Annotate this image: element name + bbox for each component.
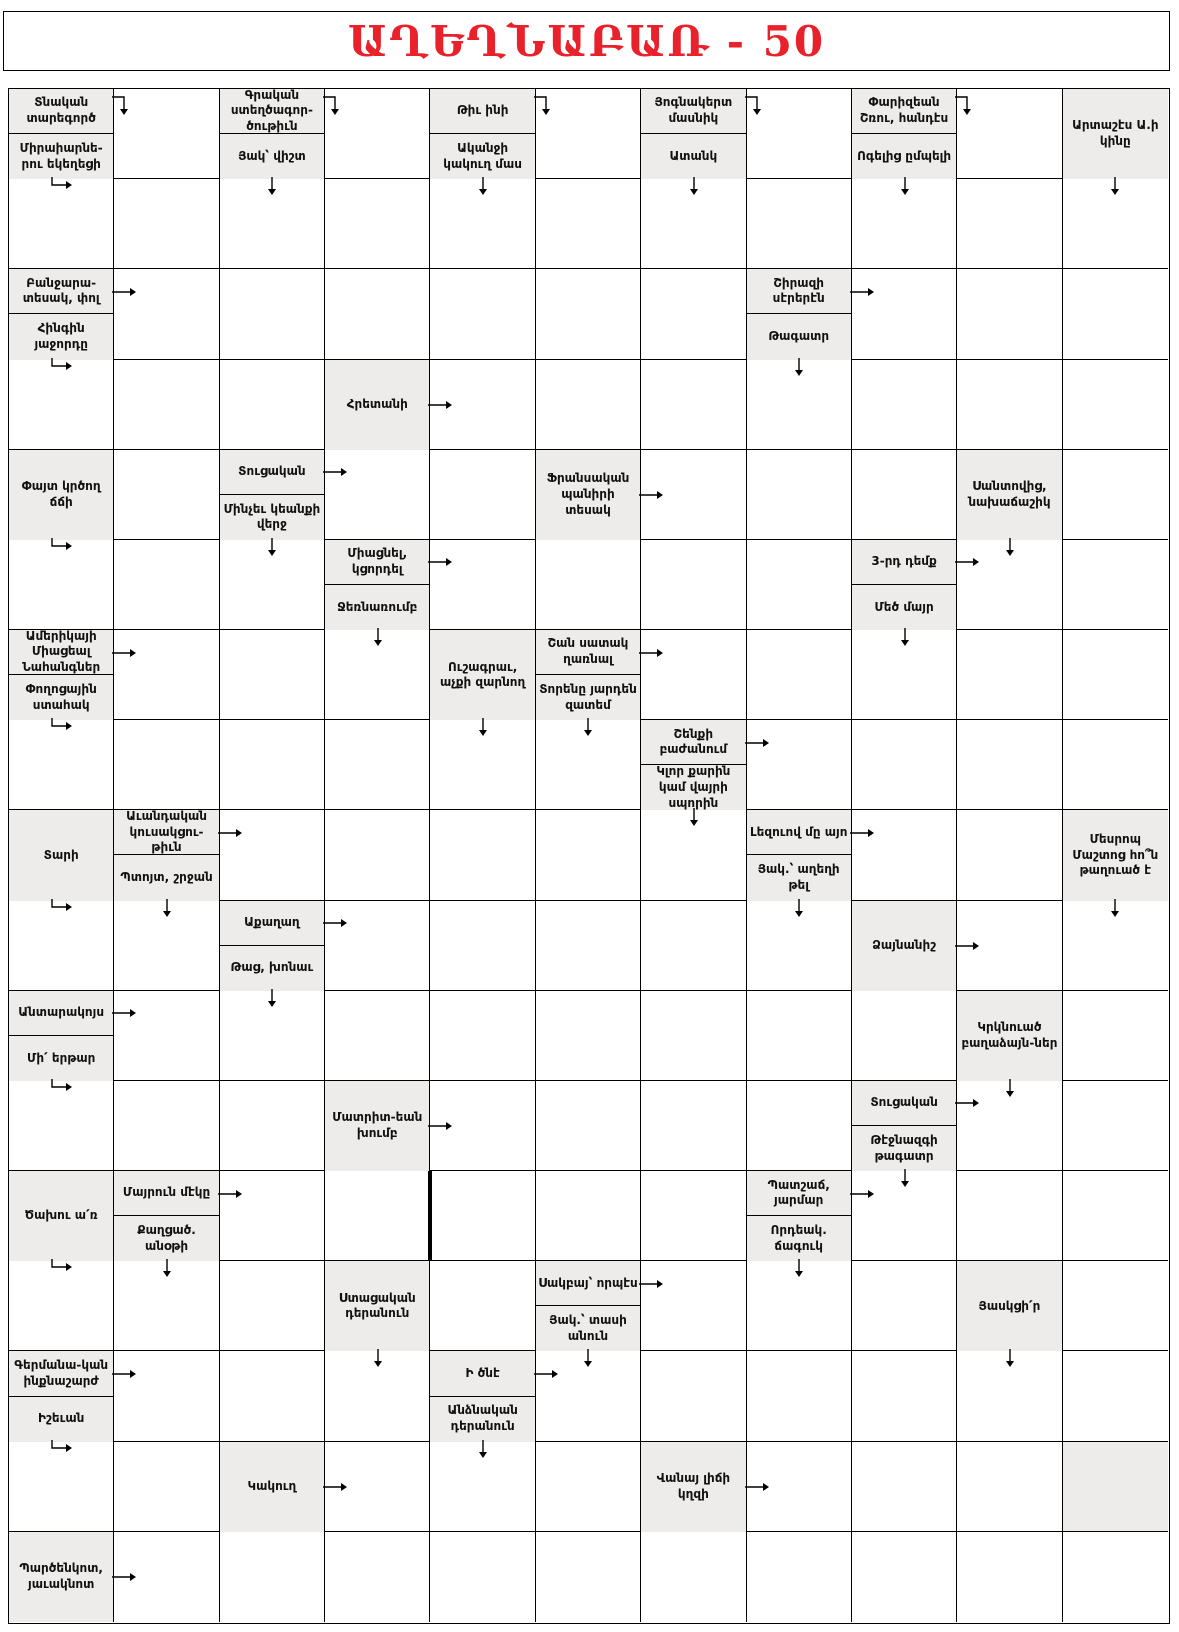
clue-cell: [641, 1442, 746, 1532]
answer-cell[interactable]: [114, 1081, 219, 1171]
arrow-right-icon: [955, 931, 985, 961]
clue-text: Թիւ ինի: [430, 89, 534, 134]
clue-text: Ոգելից ըմպելի: [852, 134, 956, 179]
arrow-right-icon: [428, 1111, 458, 1141]
arrow-down-icon: [468, 718, 498, 748]
answer-cell[interactable]: [957, 360, 1062, 450]
clue-cell: [114, 810, 219, 900]
clue-cell: [1063, 89, 1168, 179]
answer-cell[interactable]: [1063, 1532, 1168, 1622]
answer-cell[interactable]: [536, 1442, 641, 1532]
answer-cell[interactable]: [220, 360, 325, 450]
clue-text: Տնական տարեգործ: [9, 89, 113, 134]
answer-cell[interactable]: [852, 991, 957, 1081]
answer-cell[interactable]: [114, 179, 219, 269]
arrow-down-icon: [152, 899, 182, 929]
clue-text: Մինչեւ կեանքի վերջ: [220, 495, 324, 540]
answer-cell[interactable]: [852, 1351, 957, 1441]
clue-text: Յակ՝ վիշտ: [220, 134, 324, 179]
clue-text: Ամերիկայի Միացեալ Նահանգներ: [9, 630, 113, 675]
arrow-right-icon: [745, 728, 775, 758]
clue-text: Աքաղաղ: [220, 901, 324, 946]
answer-cell[interactable]: [1063, 1171, 1168, 1261]
arrow-right-icon: [850, 277, 880, 307]
clue-text: Կրկնուած բաղաձայն-ներ: [957, 991, 1061, 1081]
clue-cell: [9, 269, 114, 359]
clue-cell: [957, 450, 1062, 540]
clue-text: Յակ.՝ տասի անուն: [536, 1306, 640, 1351]
clue-text: Ի ծնէ: [430, 1351, 534, 1396]
clue-text: Կլոր քարին կամ վայրի սպորին: [641, 765, 745, 810]
arrow-right-icon: [323, 908, 353, 938]
clue-cell: [325, 1261, 430, 1351]
clue-text: Գրական ստեղծագոր-ծութիւն: [220, 89, 324, 134]
clue-text: Որդեակ. ճագուկ: [747, 1216, 851, 1261]
clue-text: Յոգնակերտ մասնիկ: [641, 89, 745, 134]
answer-cell[interactable]: [536, 1171, 641, 1261]
clue-cell: [852, 901, 957, 991]
word-separator-bar: [428, 1171, 432, 1261]
arrow-down-icon: [573, 718, 603, 748]
answer-cell[interactable]: [957, 630, 1062, 720]
puzzle-title: ԱՂԵՂՆԱԲԱՌ - 50: [347, 16, 826, 66]
answer-cell[interactable]: [430, 901, 535, 991]
answer-cell[interactable]: [641, 1081, 746, 1171]
arrow-down-right-icon: [48, 358, 78, 388]
answer-cell[interactable]: [325, 1171, 430, 1261]
arrow-down-icon: [995, 538, 1025, 568]
clue-text: Մատրիտ-եան խումբ: [325, 1081, 429, 1171]
arrow-right-down-icon: [323, 93, 353, 123]
shaded-block: [1063, 1442, 1168, 1531]
clue-text: Տորենը յարդեն զատեմ: [536, 675, 640, 720]
answer-cell[interactable]: [747, 1081, 852, 1171]
answer-cell[interactable]: [641, 1351, 746, 1441]
answer-cell[interactable]: [536, 1532, 641, 1622]
clue-text: Միրաիարնե-րու եկեղեցի: [9, 134, 113, 179]
arrow-down-icon: [468, 177, 498, 207]
clue-text: Փայտ կրծող ճճի: [9, 450, 113, 540]
clue-cell: [1063, 1442, 1168, 1532]
arrow-down-right-icon: [48, 1259, 78, 1289]
clue-text: Փարիզեան Շռու, հանդէս: [852, 89, 956, 134]
answer-cell[interactable]: [641, 991, 746, 1081]
arrow-right-down-icon: [112, 93, 142, 123]
arrow-down-right-icon: [48, 1079, 78, 1109]
clue-cell: [957, 991, 1062, 1081]
clue-cell: [957, 1261, 1062, 1351]
clue-cell: [536, 1261, 641, 1351]
clue-text: Ուշագրաւ, աչքի զարնող: [430, 630, 534, 720]
answer-cell[interactable]: [114, 540, 219, 630]
clue-cell: [641, 89, 746, 179]
answer-cell[interactable]: [957, 1171, 1062, 1261]
arrow-down-icon: [995, 1349, 1025, 1379]
clue-text: Արտաշէս Ա.ի կինը: [1063, 89, 1168, 179]
answer-cell[interactable]: [747, 991, 852, 1081]
clue-text: Ստացական դերանուն: [325, 1261, 429, 1351]
clue-text: Յասկցի՛ր: [957, 1261, 1061, 1351]
answer-cell[interactable]: [852, 1261, 957, 1351]
clue-cell: [9, 810, 114, 900]
answer-cell[interactable]: [536, 810, 641, 900]
clue-cell: [430, 1351, 535, 1441]
clue-text: Միացնել, կցորդել: [325, 540, 429, 585]
arrow-right-icon: [112, 998, 142, 1028]
answer-cell[interactable]: [747, 540, 852, 630]
answer-cell[interactable]: [852, 1532, 957, 1622]
arrow-down-icon: [1100, 899, 1130, 929]
clue-cell: [220, 1442, 325, 1532]
answer-cell[interactable]: [536, 540, 641, 630]
clue-cell: [852, 89, 957, 179]
arrow-right-icon: [112, 1359, 142, 1389]
answer-cell[interactable]: [747, 1351, 852, 1441]
arrow-right-icon: [218, 818, 248, 848]
answer-cell[interactable]: [430, 450, 535, 540]
clue-text: Մեսրոպ Մաշտոց հո՞ն թաղուած է: [1063, 810, 1168, 900]
arrow-right-icon: [955, 1088, 985, 1118]
answer-cell[interactable]: [747, 630, 852, 720]
answer-cell[interactable]: [430, 1261, 535, 1351]
clue-cell: [9, 1532, 114, 1622]
arrow-right-icon: [850, 1179, 880, 1209]
answer-cell[interactable]: [957, 1532, 1062, 1622]
arrow-right-icon: [428, 390, 458, 420]
arrow-down-icon: [995, 1079, 1025, 1109]
arrow-right-icon: [112, 638, 142, 668]
answer-cell[interactable]: [1063, 1081, 1168, 1171]
clue-text: Բանջարա-տեսակ, փոլ: [9, 269, 113, 314]
arrow-down-icon: [573, 1349, 603, 1379]
answer-cell[interactable]: [114, 720, 219, 810]
answer-cell[interactable]: [852, 450, 957, 540]
arrow-right-icon: [323, 1472, 353, 1502]
arrow-down-icon: [257, 538, 287, 568]
clue-cell: [220, 89, 325, 179]
arrow-right-icon: [639, 480, 669, 510]
clue-text: Քաղցած. անօթի: [114, 1216, 218, 1261]
arrow-down-icon: [1100, 177, 1130, 207]
clue-text: 3-րդ դեմք: [852, 540, 956, 585]
answer-cell[interactable]: [430, 269, 535, 359]
clue-cell: [641, 720, 746, 810]
clue-cell: [220, 901, 325, 991]
clue-text: Պտոյտ, շրջան: [114, 855, 218, 900]
answer-cell[interactable]: [220, 720, 325, 810]
answer-cell[interactable]: [430, 1171, 535, 1261]
arrow-down-icon: [679, 177, 709, 207]
arrow-right-icon: [955, 547, 985, 577]
arrow-down-icon: [363, 1349, 393, 1379]
clue-text: Թէջնազգի թագատր: [852, 1126, 956, 1171]
clue-text: Հինգին յաջորդը: [9, 314, 113, 359]
answer-cell[interactable]: [220, 1351, 325, 1441]
clue-cell: [536, 630, 641, 720]
clue-cell: [1063, 810, 1168, 900]
arrow-down-icon: [784, 358, 814, 388]
crossword-grid: [8, 88, 1170, 1624]
clue-text: Պատշաճ, յարմար: [747, 1171, 851, 1216]
clue-text: Թագատր: [747, 314, 851, 359]
answer-cell[interactable]: [220, 1261, 325, 1351]
answer-cell[interactable]: [220, 630, 325, 720]
arrow-down-right-icon: [48, 1440, 78, 1470]
arrow-down-right-icon: [48, 538, 78, 568]
arrow-down-icon: [784, 1259, 814, 1289]
arrow-down-icon: [257, 177, 287, 207]
arrow-down-icon: [468, 1440, 498, 1470]
answer-cell[interactable]: [220, 1081, 325, 1171]
clue-text: Շիրազի սէրերէն: [747, 269, 851, 314]
answer-cell[interactable]: [536, 901, 641, 991]
arrow-right-icon: [745, 1472, 775, 1502]
arrow-down-icon: [784, 899, 814, 929]
clue-cell: [325, 540, 430, 630]
answer-cell[interactable]: [430, 1532, 535, 1622]
clue-text: Անձնական դերանուն: [430, 1397, 534, 1442]
clue-text: Յակ.՝ աղեղի թել: [747, 855, 851, 900]
answer-cell[interactable]: [641, 360, 746, 450]
arrow-down-icon: [363, 628, 393, 658]
answer-cell[interactable]: [747, 179, 852, 269]
answer-cell[interactable]: [430, 991, 535, 1081]
arrow-right-icon: [639, 638, 669, 668]
clue-cell: [9, 630, 114, 720]
answer-cell[interactable]: [1063, 269, 1168, 359]
clue-text: Ձայնանիշ: [852, 901, 956, 991]
clue-text: Աւանդական կուսակցու-թիւն: [114, 810, 218, 855]
arrow-right-icon: [323, 457, 353, 487]
arrow-right-down-icon: [534, 93, 564, 123]
arrow-right-icon: [639, 1269, 669, 1299]
answer-cell[interactable]: [957, 179, 1062, 269]
clue-cell: [747, 810, 852, 900]
answer-cell[interactable]: [1063, 720, 1168, 810]
clue-text: Վանայ լիճի կղզի: [641, 1442, 745, 1532]
answer-cell[interactable]: [957, 810, 1062, 900]
arrow-down-icon: [679, 808, 709, 838]
arrow-down-icon: [890, 177, 920, 207]
answer-cell[interactable]: [114, 1442, 219, 1532]
arrow-right-down-icon: [745, 93, 775, 123]
answer-cell[interactable]: [641, 901, 746, 991]
clue-text: Կակուղ: [220, 1442, 324, 1532]
answer-cell[interactable]: [114, 360, 219, 450]
answer-cell[interactable]: [325, 179, 430, 269]
answer-cell[interactable]: [430, 810, 535, 900]
answer-cell[interactable]: [536, 360, 641, 450]
clue-text: Շենքի բաժանում: [641, 720, 745, 765]
answer-cell[interactable]: [747, 1532, 852, 1622]
clue-text: Թաց, խոնաւ: [220, 946, 324, 991]
clue-text: Տուցական: [220, 450, 324, 495]
arrow-right-icon: [218, 1179, 248, 1209]
arrow-right-icon: [112, 277, 142, 307]
clue-text: Գերմանա-կան ինքնաշարժ: [9, 1351, 113, 1396]
clue-text: Մի՛ երթար: [9, 1036, 113, 1081]
clue-text: Տուցական: [852, 1081, 956, 1126]
answer-cell[interactable]: [1063, 450, 1168, 540]
clue-text: Հրետանի: [325, 360, 429, 450]
answer-cell[interactable]: [641, 1171, 746, 1261]
answer-cell[interactable]: [220, 1532, 325, 1622]
clue-cell: [430, 89, 535, 179]
clue-cell: [220, 450, 325, 540]
answer-cell[interactable]: [536, 1081, 641, 1171]
answer-cell[interactable]: [1063, 540, 1168, 630]
answer-cell[interactable]: [957, 269, 1062, 359]
answer-cell[interactable]: [641, 1532, 746, 1622]
answer-cell[interactable]: [1063, 360, 1168, 450]
clue-cell: [536, 450, 641, 540]
clue-cell: [747, 269, 852, 359]
arrow-right-icon: [112, 1562, 142, 1592]
answer-cell[interactable]: [536, 991, 641, 1081]
clue-cell: [9, 991, 114, 1081]
answer-cell[interactable]: [220, 269, 325, 359]
clue-text: Լեզուով մը այո: [747, 810, 851, 855]
arrow-right-down-icon: [955, 93, 985, 123]
arrow-down-icon: [890, 628, 920, 658]
clue-cell: [325, 1081, 430, 1171]
answer-cell[interactable]: [325, 991, 430, 1081]
answer-cell[interactable]: [114, 450, 219, 540]
clue-text: Սակբայ՝ որպէս: [536, 1261, 640, 1306]
title-box: [3, 11, 1170, 71]
answer-cell[interactable]: [641, 269, 746, 359]
arrow-right-icon: [534, 1359, 564, 1389]
clue-text: Ջեռնառումբ: [325, 585, 429, 630]
answer-cell[interactable]: [747, 450, 852, 540]
clue-text: Ծախու ա՛ռ: [9, 1171, 113, 1261]
clue-text: Ականջի կակուղ մաս: [430, 134, 534, 179]
clue-cell: [114, 1171, 219, 1261]
clue-text: Իշեւան: [9, 1397, 113, 1442]
clue-text: Պարծենկոտ, յաւակնոտ: [9, 1532, 113, 1622]
clue-text: Տարի: [9, 810, 113, 900]
clue-text: Շան սատակ ղառնալ: [536, 630, 640, 675]
answer-cell[interactable]: [641, 540, 746, 630]
arrow-down-right-icon: [48, 177, 78, 207]
clue-cell: [430, 630, 535, 720]
clue-text: Մեծ մայր: [852, 585, 956, 630]
clue-text: Անտարակոյս: [9, 991, 113, 1036]
arrow-right-icon: [850, 818, 880, 848]
arrow-down-right-icon: [48, 899, 78, 929]
clue-text: Սանտովից, նախաճաշիկ: [957, 450, 1061, 540]
answer-cell[interactable]: [1063, 1351, 1168, 1441]
arrow-down-icon: [257, 989, 287, 1019]
answer-cell[interactable]: [1063, 1261, 1168, 1351]
answer-cell[interactable]: [325, 1532, 430, 1622]
arrow-down-icon: [152, 1259, 182, 1289]
answer-cell[interactable]: [536, 269, 641, 359]
arrow-down-right-icon: [48, 718, 78, 748]
answer-cell[interactable]: [852, 720, 957, 810]
clue-cell: [9, 1351, 114, 1441]
answer-cell[interactable]: [325, 720, 430, 810]
clue-cell: [852, 540, 957, 630]
clue-cell: [852, 1081, 957, 1171]
clue-cell: [9, 89, 114, 179]
clue-cell: [9, 1171, 114, 1261]
clue-text: Փողոցային ստահակ: [9, 675, 113, 720]
answer-cell[interactable]: [852, 1442, 957, 1532]
clue-cell: [325, 360, 430, 450]
arrow-right-icon: [428, 547, 458, 577]
clue-text: Ատանկ: [641, 134, 745, 179]
answer-cell[interactable]: [957, 1442, 1062, 1532]
answer-cell[interactable]: [325, 269, 430, 359]
clue-cell: [747, 1171, 852, 1261]
clue-cell: [9, 450, 114, 540]
clue-text: Ֆրանսական պանիրի տեսակ: [536, 450, 640, 540]
answer-cell[interactable]: [957, 720, 1062, 810]
answer-cell[interactable]: [852, 360, 957, 450]
answer-cell[interactable]: [1063, 630, 1168, 720]
arrow-down-icon: [890, 1169, 920, 1199]
answer-cell[interactable]: [1063, 991, 1168, 1081]
answer-cell[interactable]: [325, 810, 430, 900]
answer-cell[interactable]: [536, 179, 641, 269]
clue-text: Մայրուն մէկը: [114, 1171, 218, 1216]
